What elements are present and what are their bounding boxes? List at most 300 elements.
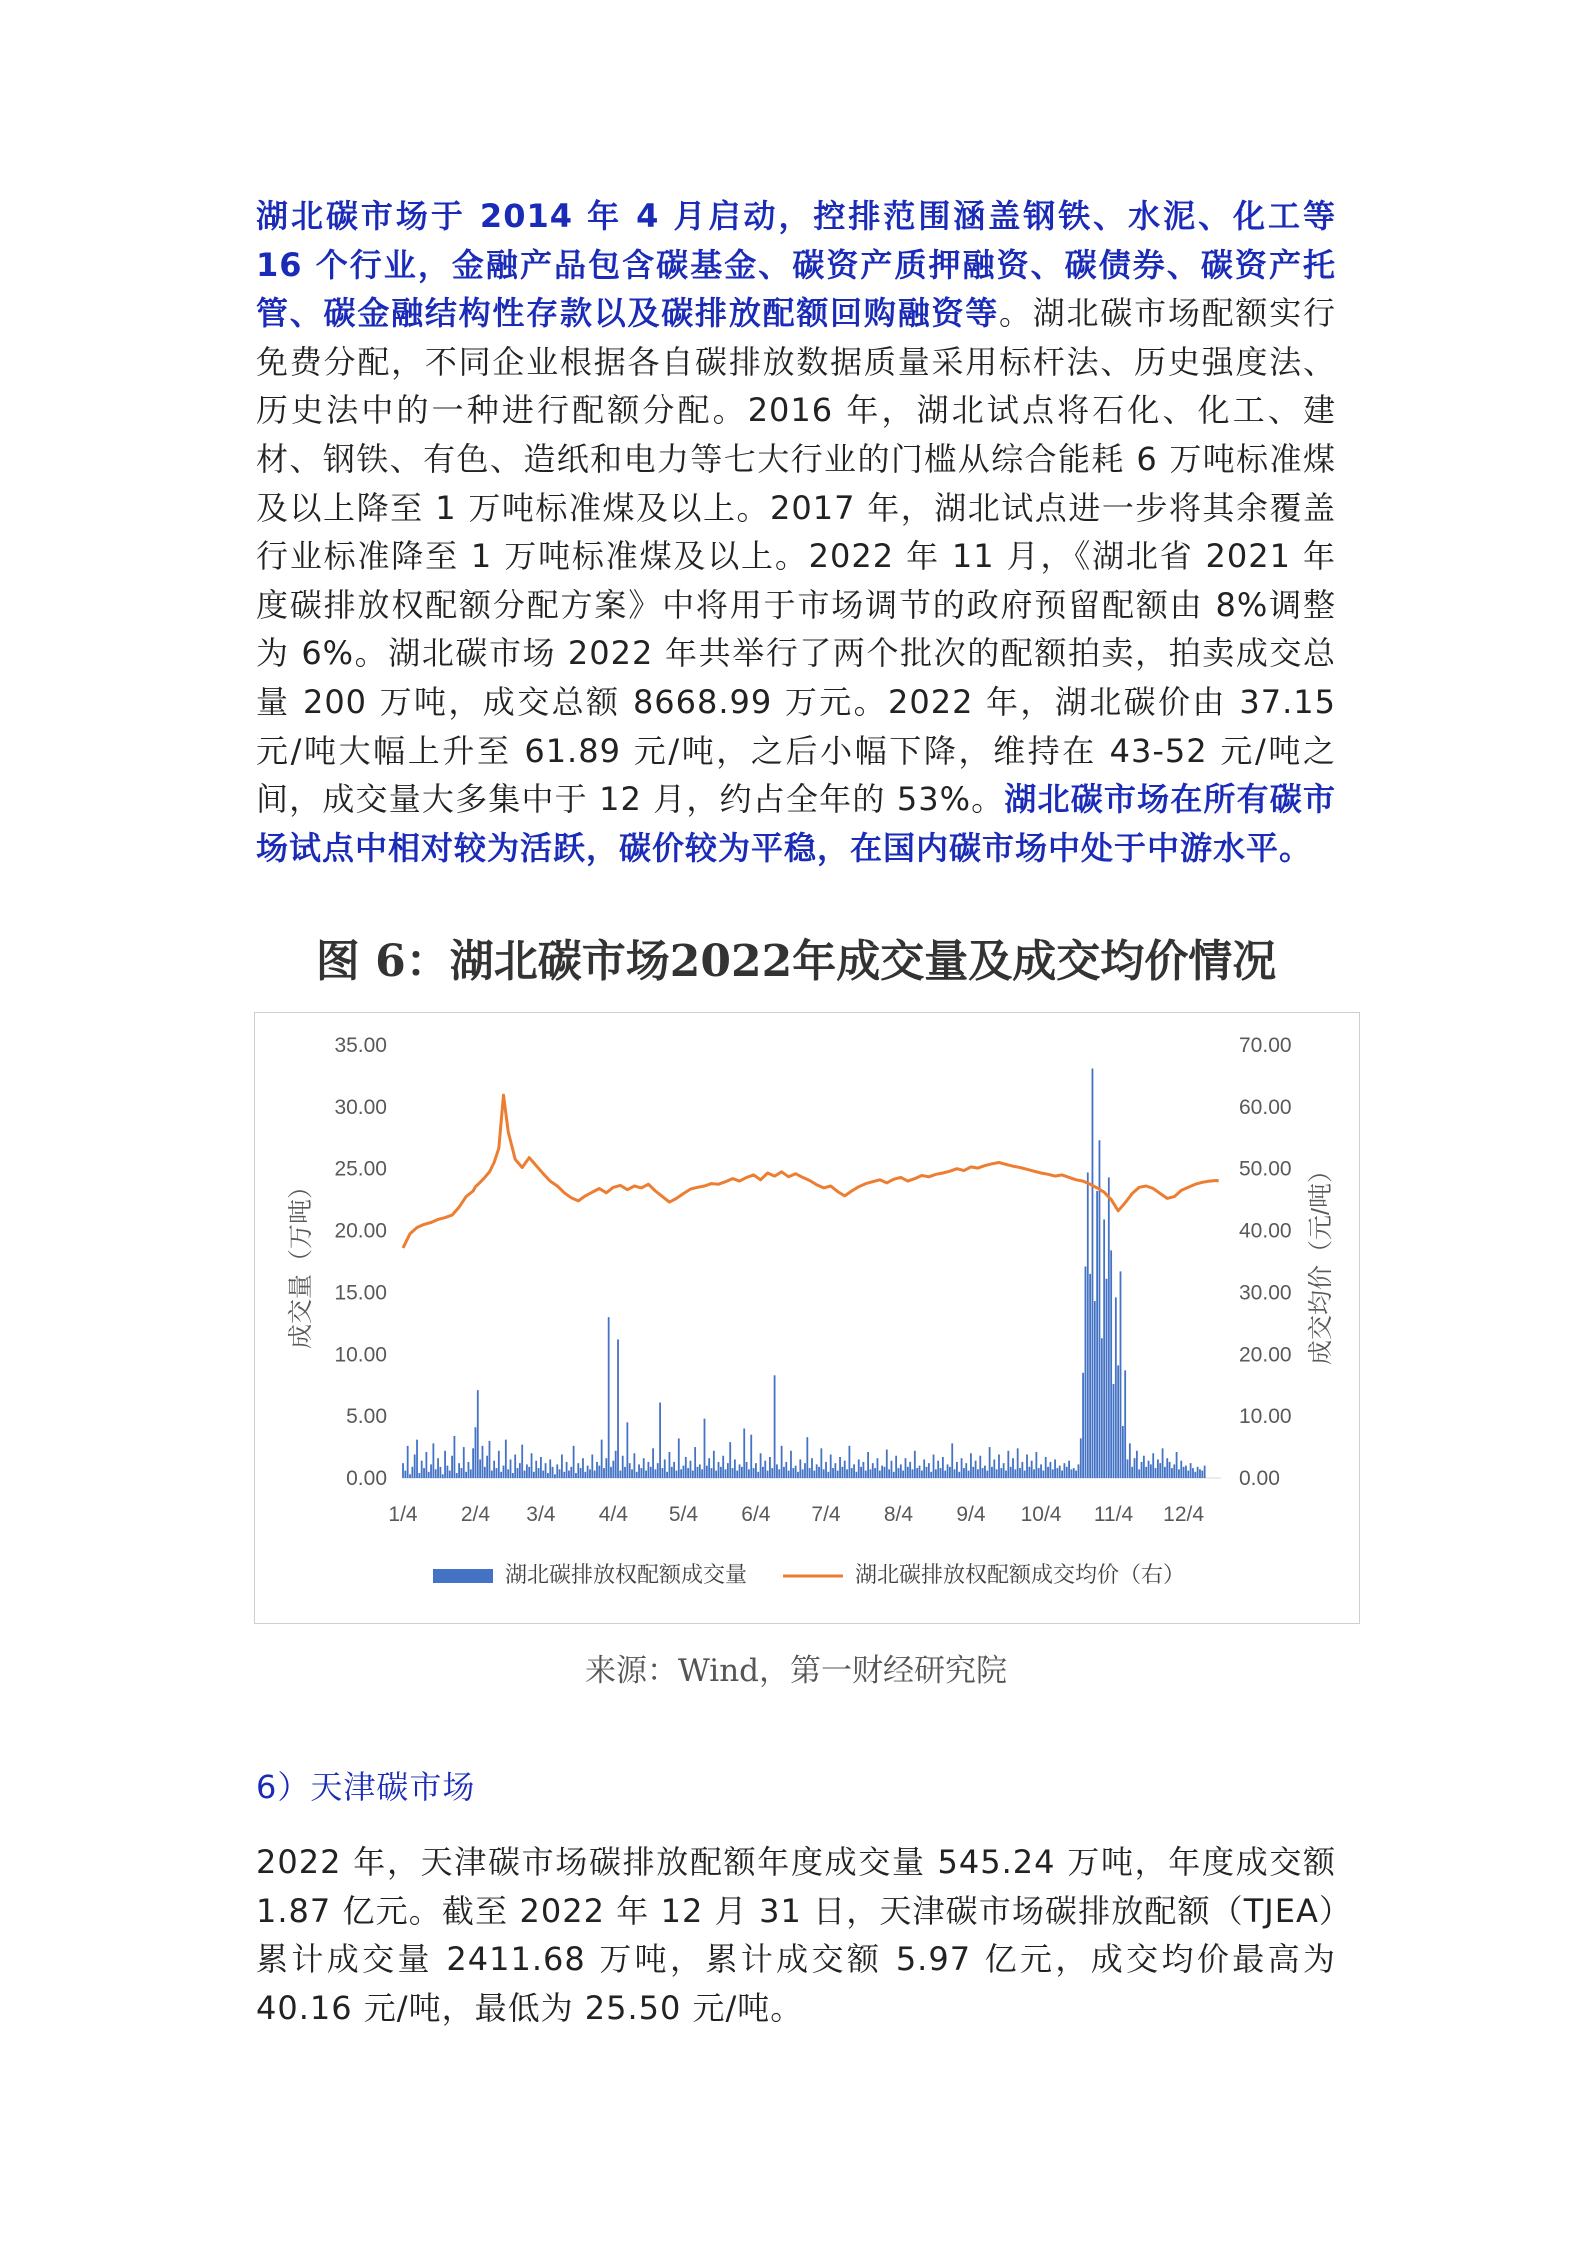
volume-bar [1071, 1469, 1073, 1478]
volume-bar [750, 1435, 752, 1478]
volume-bar [767, 1471, 769, 1478]
volume-bar [783, 1467, 785, 1478]
volume-bar [439, 1467, 441, 1478]
volume-bar [1143, 1456, 1145, 1478]
volume-bar [1047, 1467, 1049, 1478]
volume-bar [757, 1472, 759, 1478]
volume-bar [792, 1468, 794, 1478]
volume-bar [748, 1469, 750, 1478]
volume-bar [491, 1471, 493, 1478]
volume-bar [982, 1468, 984, 1478]
volume-bar [914, 1451, 916, 1478]
volume-bar [561, 1454, 563, 1478]
volume-bar [790, 1451, 792, 1478]
volume-bar [1113, 1384, 1115, 1478]
volume-bar [633, 1453, 635, 1478]
volume-bar [479, 1459, 481, 1478]
volume-bar [659, 1403, 661, 1478]
volume-bar [1148, 1461, 1150, 1478]
volume-bar [963, 1468, 965, 1478]
volume-bar [615, 1451, 617, 1478]
volume-bar [1040, 1464, 1042, 1478]
volume-bar [601, 1440, 603, 1478]
volume-bar [1066, 1467, 1068, 1478]
volume-bar [739, 1464, 741, 1478]
volume-bar [577, 1463, 579, 1478]
volume-bar [900, 1464, 902, 1478]
volume-bar [1157, 1459, 1159, 1478]
volume-bar [591, 1454, 593, 1478]
volume-bar [1026, 1454, 1028, 1478]
volume-bar [498, 1451, 500, 1478]
volume-bar [968, 1471, 970, 1478]
volume-bar [769, 1457, 771, 1478]
volume-bar [1164, 1467, 1166, 1478]
volume-bar [825, 1462, 827, 1478]
volume-bar [1014, 1469, 1016, 1478]
volume-bar [1101, 1338, 1103, 1478]
volume-bar [1087, 1172, 1089, 1478]
volume-bar [416, 1440, 418, 1478]
volume-bar [970, 1453, 972, 1478]
volume-bar [477, 1390, 479, 1478]
volume-bar [626, 1422, 628, 1478]
figure-title: 图 6：湖北碳市场2022年成交量及成交均价情况 [315, 936, 1277, 987]
volume-bar [619, 1471, 621, 1478]
volume-bar [954, 1469, 956, 1478]
volume-bar [638, 1464, 640, 1478]
volume-bar [1122, 1426, 1124, 1478]
volume-bar [423, 1468, 425, 1478]
volume-bar [594, 1471, 596, 1478]
volume-bar [816, 1464, 818, 1478]
volume-bar [547, 1473, 549, 1478]
volume-bar [839, 1457, 841, 1478]
volume-bar [449, 1471, 451, 1478]
volume-bar [587, 1466, 589, 1478]
volume-bar [1064, 1463, 1066, 1478]
volume-bar [1199, 1469, 1201, 1478]
volume-bar [468, 1462, 470, 1478]
volume-bar [902, 1471, 904, 1478]
volume-bar [1136, 1451, 1138, 1478]
x-axis-tick: 8/4 [883, 1503, 914, 1526]
volume-bar [1117, 1365, 1119, 1478]
volume-bar [447, 1466, 449, 1478]
volume-bar [1127, 1459, 1129, 1478]
volume-bar [753, 1468, 755, 1478]
volume-bar [1103, 1219, 1105, 1478]
volume-bar [781, 1446, 783, 1478]
right-axis-tick: 10.00 [1239, 1405, 1292, 1429]
volume-bar [610, 1467, 612, 1478]
volume-bar [652, 1448, 654, 1478]
volume-bar [844, 1461, 846, 1478]
volume-bar [940, 1468, 942, 1478]
x-axis-tick: 9/4 [956, 1503, 986, 1526]
volume-bar [692, 1471, 694, 1478]
volume-bar [624, 1467, 626, 1478]
volume-bar [872, 1463, 874, 1478]
volume-bar [1166, 1458, 1168, 1478]
volume-bar [505, 1440, 507, 1478]
volume-bar [580, 1468, 582, 1478]
volume-bar [760, 1453, 762, 1478]
volume-bar [489, 1441, 491, 1478]
x-axis-tick: 12/4 [1163, 1503, 1205, 1526]
right-axis-tick: 60.00 [1239, 1095, 1292, 1119]
volume-bar [806, 1437, 808, 1478]
volume-bar [701, 1469, 703, 1478]
volume-bar [612, 1461, 614, 1478]
volume-bar [496, 1468, 498, 1478]
volume-bar [430, 1464, 432, 1478]
volume-bar [965, 1463, 967, 1478]
volume-bar [856, 1472, 858, 1478]
volume-bar [1145, 1467, 1147, 1478]
volume-bar [923, 1459, 925, 1478]
left-axis-tick: 35.00 [334, 1034, 387, 1057]
volume-bar [746, 1462, 748, 1478]
left-axis-tick: 25.00 [334, 1157, 387, 1181]
volume-bar [813, 1471, 815, 1478]
volume-bar [669, 1452, 671, 1478]
volume-bar [465, 1472, 467, 1478]
volume-bar [720, 1467, 722, 1478]
volume-bar [718, 1462, 720, 1478]
volume-bar [942, 1457, 944, 1478]
volume-bar [655, 1469, 657, 1478]
volume-bar [589, 1469, 591, 1478]
volume-bar [690, 1461, 692, 1478]
left-axis-tick: 5.00 [346, 1405, 387, 1429]
volume-bar [407, 1446, 409, 1478]
volume-bar [1092, 1069, 1094, 1478]
x-axis-tick: 7/4 [811, 1503, 841, 1526]
volume-bar [860, 1467, 862, 1478]
volume-bar [729, 1442, 731, 1478]
paragraph-hubei [256, 192, 1336, 872]
volume-bar [542, 1471, 544, 1478]
volume-bar [694, 1447, 696, 1478]
volume-bar [984, 1466, 986, 1478]
volume-bar [402, 1463, 404, 1478]
volume-bar [1075, 1471, 1077, 1478]
volume-bar [1052, 1469, 1054, 1478]
volume-bar [1204, 1466, 1206, 1478]
volume-bar [764, 1461, 766, 1478]
left-axis-tick: 15.00 [334, 1281, 387, 1305]
volume-bar [1068, 1461, 1070, 1478]
volume-bar [1054, 1459, 1056, 1478]
volume-bar [482, 1446, 484, 1478]
volume-bar [666, 1472, 668, 1478]
volume-bar [554, 1474, 556, 1478]
left-axis-tick: 20.00 [334, 1219, 387, 1243]
volume-bar [538, 1468, 540, 1478]
volume-bar [1049, 1462, 1051, 1478]
volume-bar [1010, 1467, 1012, 1478]
volume-bar [1005, 1471, 1007, 1478]
volume-bar [762, 1467, 764, 1478]
volume-bar [972, 1467, 974, 1478]
volume-bar [743, 1429, 745, 1478]
volume-bar [998, 1454, 1000, 1478]
volume-bar [1045, 1457, 1047, 1478]
volume-bar [886, 1450, 888, 1478]
volume-bar [863, 1462, 865, 1478]
volume-bar [947, 1464, 949, 1478]
x-axis-tick: 11/4 [1093, 1503, 1134, 1526]
volume-bar [552, 1467, 554, 1478]
volume-bar [1131, 1467, 1133, 1478]
volume-bar [961, 1458, 963, 1478]
volume-bar [958, 1472, 960, 1478]
volume-bar [1028, 1467, 1030, 1478]
volume-bar [1134, 1458, 1136, 1478]
volume-bar [912, 1469, 914, 1478]
volume-bar [989, 1447, 991, 1478]
x-axis-tick: 5/4 [668, 1503, 699, 1526]
volume-bar [926, 1467, 928, 1478]
volume-bar [1180, 1461, 1182, 1478]
volume-bar [834, 1463, 836, 1478]
volume-bar [827, 1472, 829, 1478]
x-axis-tick: 2/4 [460, 1503, 491, 1526]
volume-bar [837, 1471, 839, 1478]
volume-bar [528, 1467, 530, 1478]
volume-bar [865, 1471, 867, 1478]
volume-bar [830, 1454, 832, 1478]
volume-bar [788, 1471, 790, 1478]
volume-bar [521, 1445, 523, 1478]
volume-bar [858, 1459, 860, 1478]
volume-bar [631, 1469, 633, 1478]
volume-bar [785, 1462, 787, 1478]
volume-bar [540, 1457, 542, 1478]
volume-bar [979, 1456, 981, 1478]
volume-bar [1035, 1452, 1037, 1478]
volume-bar [414, 1454, 416, 1478]
volume-bar [741, 1467, 743, 1478]
volume-bar [905, 1458, 907, 1478]
volume-bar [1201, 1471, 1203, 1478]
volume-bar [582, 1458, 584, 1478]
volume-bar [725, 1469, 727, 1478]
volume-bar [697, 1467, 699, 1478]
volume-bar [1173, 1464, 1175, 1478]
volume-bar [895, 1456, 897, 1478]
volume-bar [575, 1473, 577, 1478]
volume-bar [1171, 1468, 1173, 1478]
volume-bar [1178, 1469, 1180, 1478]
volume-bar [874, 1468, 876, 1478]
volume-bar [1073, 1468, 1075, 1478]
volume-bar [629, 1463, 631, 1478]
volume-bar [524, 1471, 526, 1478]
volume-bar [1185, 1466, 1187, 1478]
right-axis-tick: 20.00 [1239, 1343, 1292, 1367]
volume-bar [1194, 1472, 1196, 1478]
x-axis-tick: 6/4 [741, 1503, 771, 1526]
x-axis-tick: 10/4 [1020, 1503, 1062, 1526]
volume-bar [617, 1339, 619, 1478]
volume-bar [909, 1462, 911, 1478]
volume-bar [404, 1471, 406, 1478]
volume-bar [563, 1472, 565, 1478]
volume-bar [559, 1469, 561, 1478]
volume-bar [802, 1469, 804, 1478]
volume-bar [1019, 1468, 1021, 1478]
volume-bar [1082, 1373, 1084, 1478]
volume-bar [608, 1317, 610, 1478]
volume-bar [771, 1468, 773, 1478]
volume-bar [853, 1464, 855, 1478]
volume-bar [549, 1459, 551, 1478]
volume-bar [566, 1462, 568, 1478]
volume-bar [1150, 1464, 1152, 1478]
volume-bar [1192, 1468, 1194, 1478]
volume-bar [573, 1446, 575, 1478]
volume-bar [996, 1469, 998, 1478]
volume-bar [1187, 1471, 1189, 1478]
volume-bar [949, 1467, 951, 1478]
volume-bar [603, 1468, 605, 1478]
volume-bar [1129, 1443, 1131, 1478]
volume-bar [1059, 1466, 1061, 1478]
volume-bar [846, 1469, 848, 1478]
volume-bar [951, 1443, 953, 1478]
volume-bar [584, 1472, 586, 1478]
volume-bar [977, 1469, 979, 1478]
volume-bar [535, 1461, 537, 1478]
volume-bar [683, 1466, 685, 1478]
volume-bar [1110, 1250, 1112, 1478]
volume-bar [510, 1459, 512, 1478]
volume-bar [1190, 1463, 1192, 1478]
volume-bar [1031, 1461, 1033, 1478]
volume-bar [708, 1458, 710, 1478]
volume-bar [797, 1472, 799, 1478]
section-heading-tianjin: 6）天津碳市场 [256, 1768, 476, 1806]
volume-bar [517, 1468, 519, 1478]
volume-bar [451, 1456, 453, 1478]
volume-bar [1042, 1471, 1044, 1478]
volume-bar [919, 1466, 921, 1478]
volume-bar [570, 1467, 572, 1478]
volume-bar [664, 1459, 666, 1478]
volume-bar [736, 1471, 738, 1478]
volume-bar [648, 1462, 650, 1478]
volume-bar [778, 1469, 780, 1478]
x-axis-tick: 3/4 [526, 1503, 556, 1526]
volume-bar [500, 1472, 502, 1478]
left-axis-label: 成交量（万吨） [287, 1173, 315, 1350]
volume-bar [568, 1471, 570, 1478]
volume-bar [676, 1471, 678, 1478]
volume-bar [503, 1466, 505, 1478]
paragraph-tianjin: 2022 年，天津碳市场碳排放配额年度成交量 545.24 万吨，年度成交额 1.87 亿元。截至 2022 年 12 月 31 日，天津碳市场碳排放配额（TJEA）累计成交量 2411.68 万吨，累计成交额 5.97 亿元，成交均价最高为 40.16 元/吨，最低为 25.50 元/吨。 [256, 1843, 1336, 2027]
volume-bar [713, 1451, 715, 1478]
volume-bar [463, 1447, 465, 1478]
volume-bar [732, 1468, 734, 1478]
volume-bar [1078, 1464, 1080, 1478]
volume-bar [944, 1471, 946, 1478]
volume-bar [472, 1448, 474, 1478]
volume-bar [907, 1467, 909, 1478]
volume-bar [888, 1469, 890, 1478]
volume-bar [921, 1471, 923, 1478]
volume-bar [1033, 1469, 1035, 1478]
volume-bar [640, 1468, 642, 1478]
volume-bar [673, 1462, 675, 1478]
volume-bar [486, 1456, 488, 1478]
volume-bar [975, 1461, 977, 1478]
right-axis-tick: 40.00 [1239, 1219, 1292, 1243]
volume-bar [526, 1464, 528, 1478]
left-axis-tick: 30.00 [334, 1095, 387, 1119]
volume-bar [884, 1467, 886, 1478]
volume-bar [928, 1463, 930, 1478]
volume-bar [877, 1458, 879, 1478]
volume-bar [1162, 1448, 1164, 1478]
volume-bar [937, 1461, 939, 1478]
volume-bar [734, 1459, 736, 1478]
volume-bar [1057, 1468, 1059, 1478]
volume-bar [484, 1467, 486, 1478]
volume-bar [458, 1463, 460, 1478]
volume-price-chart [255, 1013, 1359, 1623]
volume-bar [1085, 1266, 1087, 1478]
legend-bar-swatch [433, 1569, 493, 1583]
volume-bar [428, 1472, 430, 1478]
paragraph-hubei-highlight-end: 湖北碳市场在所有碳市场试点中相对较为活跃，碳价较为平稳，在国内碳市场中处于中游水平。 [256, 780, 1336, 867]
volume-bar [1096, 1191, 1098, 1478]
volume-bar [795, 1466, 797, 1478]
volume-bar [704, 1419, 706, 1478]
volume-bar [991, 1467, 993, 1478]
volume-bar [1021, 1462, 1023, 1478]
volume-bar [722, 1456, 724, 1478]
volume-bar [514, 1454, 516, 1478]
volume-bar [832, 1468, 834, 1478]
volume-bar [715, 1471, 717, 1478]
volume-bar [596, 1462, 598, 1478]
volume-bar [493, 1461, 495, 1478]
volume-bar [841, 1467, 843, 1478]
volume-bar [898, 1468, 900, 1478]
volume-bar [935, 1469, 937, 1478]
right-axis-tick: 30.00 [1239, 1281, 1292, 1305]
volume-bar [727, 1463, 729, 1478]
volume-bar [799, 1459, 801, 1478]
volume-bar [1159, 1463, 1161, 1478]
volume-bar [470, 1469, 472, 1478]
volume-bar [1080, 1438, 1082, 1478]
volume-bar [1120, 1271, 1122, 1478]
volume-bar [916, 1468, 918, 1478]
volume-bar [867, 1452, 869, 1478]
volume-bar [1017, 1448, 1019, 1478]
volume-bar [1003, 1463, 1005, 1478]
volume-bar [556, 1464, 558, 1478]
volume-bar [1007, 1451, 1009, 1478]
volume-bar [755, 1463, 757, 1478]
left-axis-tick: 10.00 [334, 1343, 387, 1367]
volume-bar [933, 1454, 935, 1478]
volume-bar [622, 1456, 624, 1478]
volume-bar [1094, 1301, 1096, 1478]
